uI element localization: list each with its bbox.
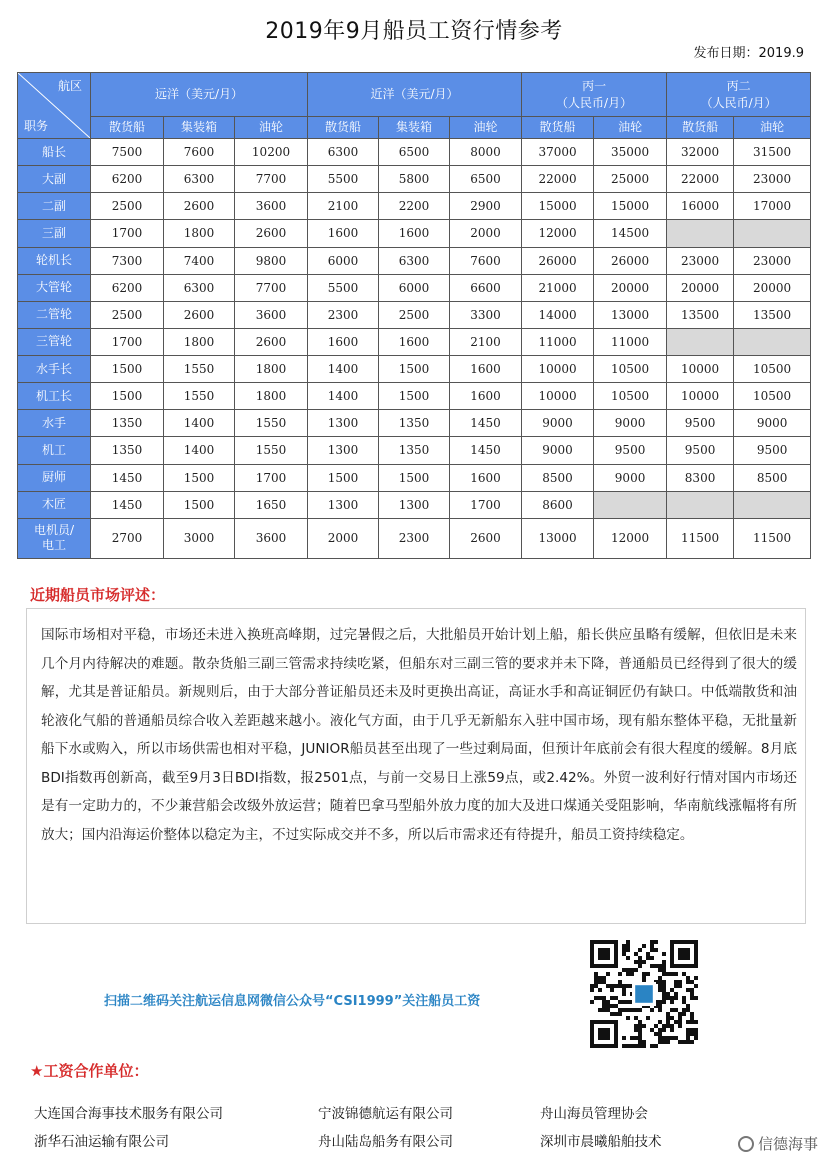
salary-cell: 6000 (308, 247, 379, 274)
salary-cell: 11500 (734, 518, 811, 558)
salary-cell: 26000 (522, 247, 594, 274)
salary-cell: 1350 (379, 410, 450, 437)
salary-cell: 1500 (91, 383, 164, 410)
scan-qr-prompt: 扫描二维码关注航运信息网微信公众号“CSI1999”关注船员工资 (104, 994, 481, 1009)
partner-name: 舟山海员管理协会 (540, 1106, 648, 1122)
publish-date: 发布日期：2019.9 (693, 46, 804, 61)
salary-cell: 1700 (450, 491, 522, 518)
salary-cell: 1600 (379, 220, 450, 247)
table-row (18, 410, 811, 437)
salary-cell: 1600 (450, 464, 522, 491)
salary-cell: 9000 (594, 410, 667, 437)
salary-cell: 1450 (450, 410, 522, 437)
row-role-label: 三副 (18, 220, 91, 247)
salary-cell: 1500 (379, 383, 450, 410)
partner-name: 深圳市晨曦船舶技术 (540, 1134, 662, 1150)
row-role-label: 机工长 (18, 383, 91, 410)
salary-cell: 13000 (522, 518, 594, 558)
salary-cell: 6300 (164, 274, 235, 301)
salary-cell: 9000 (734, 410, 811, 437)
salary-cell: 7600 (164, 139, 235, 166)
salary-cell: 13500 (667, 301, 734, 328)
salary-cell: 7600 (450, 247, 522, 274)
salary-cell: 2500 (91, 301, 164, 328)
salary-cell: 1500 (379, 464, 450, 491)
salary-cell: 9000 (522, 437, 594, 464)
salary-cell: 1700 (235, 464, 308, 491)
salary-cell: 1500 (91, 356, 164, 383)
salary-cell: 6300 (379, 247, 450, 274)
salary-cell: 32000 (667, 139, 734, 166)
column-header: 油轮 (235, 117, 308, 139)
salary-cell: 7700 (235, 274, 308, 301)
row-role-label: 三管轮 (18, 328, 91, 355)
table-row (18, 247, 811, 274)
table-row (18, 437, 811, 464)
salary-cell: 2200 (379, 193, 450, 220)
salary-cell: 10500 (734, 356, 811, 383)
salary-cell: 7700 (235, 166, 308, 193)
salary-cell: 11000 (594, 328, 667, 355)
salary-cell: 2500 (379, 301, 450, 328)
empty-cell (667, 328, 734, 355)
salary-cell: 9500 (594, 437, 667, 464)
salary-cell: 5800 (379, 166, 450, 193)
salary-cell: 2600 (164, 301, 235, 328)
salary-cell: 22000 (667, 166, 734, 193)
row-role-label: 大管轮 (18, 274, 91, 301)
salary-cell: 3000 (164, 518, 235, 558)
salary-cell: 1300 (308, 491, 379, 518)
salary-cell: 10000 (667, 356, 734, 383)
row-role-label: 木匠 (18, 491, 91, 518)
salary-cell: 1600 (308, 220, 379, 247)
salary-cell: 1650 (235, 491, 308, 518)
table-row (18, 356, 811, 383)
page-title: 2019年9月船员工资行情参考 (265, 19, 563, 44)
watermark-text: 信德海事 (757, 1135, 818, 1153)
salary-cell: 13500 (734, 301, 811, 328)
salary-cell: 6500 (379, 139, 450, 166)
partner-name: 浙华石油运输有限公司 (34, 1134, 169, 1150)
salary-cell: 1400 (164, 410, 235, 437)
watermark (738, 1133, 818, 1154)
table-row (18, 301, 811, 328)
salary-cell: 5500 (308, 274, 379, 301)
salary-cell: 6200 (91, 166, 164, 193)
row-role-label: 大副 (18, 166, 91, 193)
salary-cell: 3600 (235, 193, 308, 220)
salary-cell: 1550 (164, 356, 235, 383)
column-header: 油轮 (594, 117, 667, 139)
salary-cell: 7300 (91, 247, 164, 274)
salary-cell: 2000 (450, 220, 522, 247)
table-row (18, 518, 811, 558)
row-role-label: 厨师 (18, 464, 91, 491)
table-row (18, 464, 811, 491)
salary-cell: 11500 (667, 518, 734, 558)
salary-cell: 15000 (594, 193, 667, 220)
salary-cell: 31500 (734, 139, 811, 166)
salary-cell: 21000 (522, 274, 594, 301)
salary-cell: 8000 (450, 139, 522, 166)
salary-cell: 1300 (379, 491, 450, 518)
salary-cell: 9500 (734, 437, 811, 464)
salary-cell: 1300 (308, 410, 379, 437)
empty-cell (734, 491, 811, 518)
empty-cell (734, 328, 811, 355)
salary-cell: 2100 (450, 328, 522, 355)
salary-cell: 6000 (379, 274, 450, 301)
salary-cell: 1400 (164, 437, 235, 464)
salary-cell: 1600 (450, 383, 522, 410)
row-role-label: 轮机长 (18, 247, 91, 274)
salary-cell: 1450 (450, 437, 522, 464)
salary-cell: 10500 (734, 383, 811, 410)
row-role-label: 二管轮 (18, 301, 91, 328)
salary-cell: 13000 (594, 301, 667, 328)
salary-cell: 1450 (91, 491, 164, 518)
salary-cell: 12000 (594, 518, 667, 558)
empty-cell (734, 220, 811, 247)
table-row (18, 166, 811, 193)
salary-cell: 10500 (594, 356, 667, 383)
column-header: 散货船 (522, 117, 594, 139)
salary-cell: 3600 (235, 518, 308, 558)
salary-cell: 12000 (522, 220, 594, 247)
table-row (18, 274, 811, 301)
partner-name: 大连国合海事技术服务有限公司 (34, 1106, 223, 1122)
salary-cell: 1600 (379, 328, 450, 355)
salary-cell: 25000 (594, 166, 667, 193)
salary-cell: 23000 (734, 166, 811, 193)
salary-cell: 5500 (308, 166, 379, 193)
salary-cell: 8500 (522, 464, 594, 491)
salary-cell: 14000 (522, 301, 594, 328)
region-header-near-sea: 近洋（美元/月） (308, 73, 522, 117)
column-header: 散货船 (91, 117, 164, 139)
row-role-label: 机工 (18, 437, 91, 464)
salary-table (17, 72, 811, 559)
row-role-label: 水手 (18, 410, 91, 437)
empty-cell (594, 491, 667, 518)
salary-cell: 1800 (235, 356, 308, 383)
corner-region-label: 航区 (57, 79, 82, 93)
salary-cell: 10000 (667, 383, 734, 410)
salary-cell: 2600 (235, 220, 308, 247)
row-role-label: 电机员/ 电工 (18, 518, 91, 558)
partners-title: ★工资合作单位： (30, 1062, 149, 1080)
salary-cell: 1800 (164, 328, 235, 355)
salary-cell: 8600 (522, 491, 594, 518)
column-header: 散货船 (308, 117, 379, 139)
salary-cell: 1350 (91, 437, 164, 464)
salary-cell: 2500 (91, 193, 164, 220)
table-row (18, 328, 811, 355)
salary-cell: 2300 (308, 301, 379, 328)
salary-cell: 1800 (235, 383, 308, 410)
salary-cell: 16000 (667, 193, 734, 220)
salary-cell: 2600 (450, 518, 522, 558)
salary-cell: 2600 (164, 193, 235, 220)
salary-cell: 6300 (308, 139, 379, 166)
qr-code-icon[interactable] (590, 940, 698, 1048)
table-row (18, 220, 811, 247)
column-header: 集装箱 (164, 117, 235, 139)
salary-cell: 9000 (522, 410, 594, 437)
salary-cell: 1450 (91, 464, 164, 491)
salary-cell: 1800 (164, 220, 235, 247)
salary-cell: 2600 (235, 328, 308, 355)
region-header-c2: 丙二 （人民币/月） (667, 73, 811, 117)
salary-cell: 1550 (235, 410, 308, 437)
corner-role-label: 职务 (24, 119, 49, 133)
salary-cell: 20000 (734, 274, 811, 301)
salary-cell: 8300 (667, 464, 734, 491)
partner-name: 舟山陆岛船务有限公司 (318, 1134, 453, 1150)
salary-cell: 23000 (734, 247, 811, 274)
salary-cell: 1700 (91, 220, 164, 247)
region-header-c1: 丙一 （人民币/月） (522, 73, 667, 117)
salary-cell: 1300 (308, 437, 379, 464)
salary-cell: 15000 (522, 193, 594, 220)
empty-cell (667, 491, 734, 518)
salary-cell: 9000 (594, 464, 667, 491)
salary-cell: 1550 (235, 437, 308, 464)
salary-cell: 23000 (667, 247, 734, 274)
salary-cell: 2700 (91, 518, 164, 558)
partner-name: 宁波锦德航运有限公司 (318, 1106, 453, 1122)
row-role-label: 水手长 (18, 356, 91, 383)
table-row (18, 193, 811, 220)
salary-cell: 1600 (308, 328, 379, 355)
salary-cell: 6600 (450, 274, 522, 301)
salary-cell: 1550 (164, 383, 235, 410)
salary-cell: 10200 (235, 139, 308, 166)
salary-cell: 20000 (667, 274, 734, 301)
wechat-icon (738, 1136, 754, 1152)
table-row (18, 139, 811, 166)
salary-cell: 1500 (164, 464, 235, 491)
salary-cell: 1400 (308, 383, 379, 410)
salary-cell: 9500 (667, 437, 734, 464)
row-role-label: 船长 (18, 139, 91, 166)
salary-cell: 9800 (235, 247, 308, 274)
salary-cell: 7400 (164, 247, 235, 274)
salary-cell: 1500 (164, 491, 235, 518)
salary-cell: 2000 (308, 518, 379, 558)
salary-cell: 9500 (667, 410, 734, 437)
salary-cell: 20000 (594, 274, 667, 301)
salary-cell: 10000 (522, 383, 594, 410)
salary-cell: 14500 (594, 220, 667, 247)
market-review-title: 近期船员市场评述： (30, 586, 166, 604)
salary-cell: 1500 (308, 464, 379, 491)
salary-cell: 17000 (734, 193, 811, 220)
salary-cell: 1350 (379, 437, 450, 464)
table-row (18, 383, 811, 410)
salary-cell: 35000 (594, 139, 667, 166)
salary-cell: 37000 (522, 139, 594, 166)
market-review-text: 国际市场相对平稳，市场还未进入换班高峰期，过完暑假之后，大批船员开始计划上船，船长供应虽略有缓解，但依旧是未来几个月内待解决的难题。散杂货船三副三管需求持续吃紧，但船东对三副三管的要求并未下降，普通船员已经得到了很大的缓解，尤其是普证船员。新规则后，由于大部分普证船员还未及时更换出高证，高证水手和高证铜匠仍有缺口。中低端散货和油轮液化气船的普通船员综合收入差距越来越小。液化气方面，由于几乎无新船东入驻中国市场，现有船东整体平稳，无批量新船下水或购入，所以市场供需也相对平稳，JUNIOR船员甚至出现了一些过剩局面，但预计年底前会有很大程度的缓解。8月底BDI指数再创新高，截至9月3日BDI指数，报2501点，与前一交易日上涨59点，或2.42%。外贸一波利好行情对国内市场还是有一定助力的，不少兼营船会改级外放运营；随着巴拿马型船外放力度的加大及进口煤通关受阻影响，华南航线涨幅将有所放大；国内沿海运价整体以稳定为主，不过实际成交并不多，所以后市需求还有待提升，船员工资持续稳定。 (26, 608, 806, 924)
salary-cell: 10000 (522, 356, 594, 383)
column-header: 集装箱 (379, 117, 450, 139)
salary-cell: 1600 (450, 356, 522, 383)
salary-cell: 11000 (522, 328, 594, 355)
table-corner-header (18, 73, 91, 139)
salary-cell: 8500 (734, 464, 811, 491)
salary-cell: 2100 (308, 193, 379, 220)
salary-cell: 1350 (91, 410, 164, 437)
column-header: 油轮 (450, 117, 522, 139)
salary-cell: 6200 (91, 274, 164, 301)
table-row (18, 491, 811, 518)
salary-cell: 2900 (450, 193, 522, 220)
row-role-label: 二副 (18, 193, 91, 220)
salary-cell: 1400 (308, 356, 379, 383)
salary-cell: 1700 (91, 328, 164, 355)
salary-cell: 10500 (594, 383, 667, 410)
salary-cell: 22000 (522, 166, 594, 193)
salary-cell: 3300 (450, 301, 522, 328)
empty-cell (667, 220, 734, 247)
salary-cell: 2300 (379, 518, 450, 558)
column-header: 油轮 (734, 117, 811, 139)
region-header-ocean: 远洋（美元/月） (91, 73, 308, 117)
salary-cell: 7500 (91, 139, 164, 166)
salary-cell: 6500 (450, 166, 522, 193)
salary-cell: 6300 (164, 166, 235, 193)
salary-cell: 3600 (235, 301, 308, 328)
salary-cell: 1500 (379, 356, 450, 383)
salary-cell: 26000 (594, 247, 667, 274)
column-header: 散货船 (667, 117, 734, 139)
